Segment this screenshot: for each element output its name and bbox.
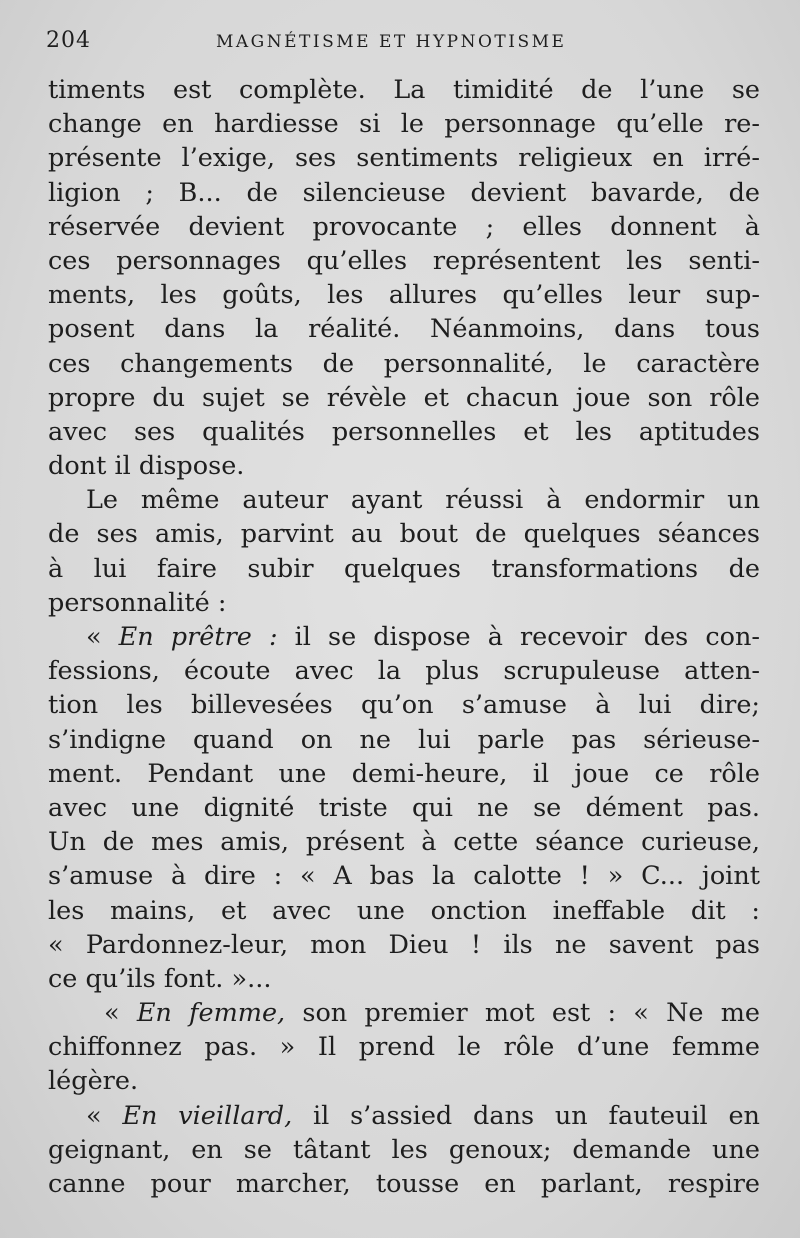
text-line: avec une dignité triste qui ne se dément pas.	[48, 792, 760, 823]
text-line: les mains, et avec une onction ineffable dit :	[48, 895, 760, 926]
text-line: avec ses qualités personnelles et les aptitudes	[48, 416, 760, 447]
text-line: fessions, écoute avec la plus scrupuleuse atten-	[48, 656, 760, 687]
text-line	[48, 620, 760, 654]
text-line: chiffonnez pas. » Il prend le rôle d’une femme	[48, 1032, 760, 1063]
text-line	[48, 996, 760, 1030]
running-title: MAGNÉTISME ET HYPNOTISME	[216, 32, 567, 52]
text-line: timents est complète. La timidité de l’une se	[48, 75, 760, 105]
text-line: Le même auteur ayant réussi à endormir un	[86, 485, 760, 516]
text-line: « Pardonnez-leur, mon Dieu ! ils ne savent pas	[48, 929, 760, 960]
text-line: geignant, en se tâtant les genoux; demande une	[48, 1134, 760, 1165]
text-line: propre du sujet se révèle et chacun joue son rôle	[48, 382, 760, 413]
line-rest: son premier mot est : « Ne me	[285, 998, 760, 1029]
text-line: à lui faire subir quelques transformations de	[48, 553, 760, 584]
text-line: tion les billevesées qu’on s’amuse à lui dire;	[48, 690, 760, 721]
quote-mark: «	[86, 622, 119, 652]
text-line: ligion ; B... de silencieuse devient bavarde, de	[48, 177, 760, 208]
line-rest: il s’assied dans un fauteuil en	[292, 1100, 760, 1131]
italic-heading-femme: En femme,	[136, 998, 286, 1029]
text-line	[48, 1099, 760, 1133]
body-text	[48, 73, 760, 1201]
line-rest: il se dispose à recevoir des con-	[277, 622, 761, 652]
quote-mark: «	[104, 998, 137, 1029]
italic-heading-pretre: En prêtre :	[118, 622, 278, 652]
text-line: présente l’exige, ses sentiments religieux en irré-	[48, 143, 760, 174]
quote-mark: «	[86, 1100, 123, 1131]
text-line: ments, les goûts, les allures qu’elles leur sup-	[48, 280, 760, 311]
text-line: posent dans la réalité. Néanmoins, dans tous	[48, 314, 760, 345]
text-line: de ses amis, parvint au bout de quelques séances	[48, 519, 760, 550]
text-line: ces personnages qu’elles représentent les senti-	[48, 245, 760, 276]
text-line: réservée devient provocante ; elles donnent à	[48, 211, 760, 242]
page-header	[46, 24, 754, 60]
text-line: s’amuse à dire : « A bas la calotte ! » C... joint	[48, 861, 760, 892]
text-line: légère.	[48, 1066, 139, 1097]
text-line: s’indigne quand on ne lui parle pas sérieuse-	[48, 724, 760, 755]
text-line: Un de mes amis, présent à cette séance curieuse,	[48, 827, 760, 858]
italic-heading-vieillard: En vieillard,	[122, 1100, 293, 1131]
text-line: ment. Pendant une demi-heure, il joue ce rôle	[48, 758, 760, 789]
text-line: dont il dispose.	[48, 451, 245, 482]
page-number: 204	[46, 28, 91, 53]
text-line: personnalité :	[48, 587, 227, 618]
text-line: change en hardiesse si le personnage qu’elle re-	[48, 109, 760, 140]
text-line: canne pour marcher, tousse en parlant, respire	[48, 1169, 760, 1199]
text-line: ce qu’ils font. »...	[48, 963, 272, 994]
text-line: ces changements de personnalité, le caractère	[48, 348, 760, 379]
